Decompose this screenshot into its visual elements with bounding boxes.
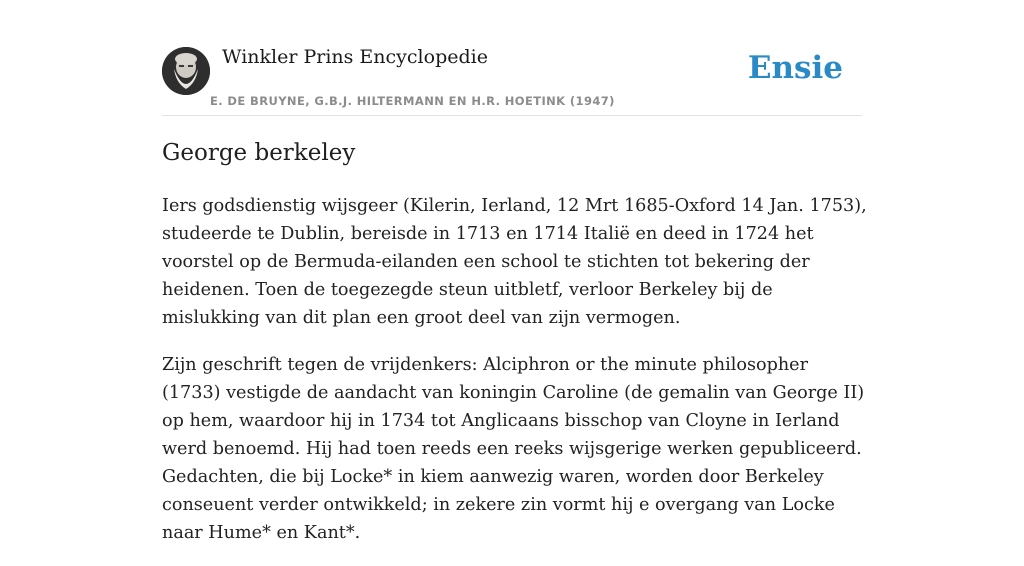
article-paragraph: Zijn geschrift tegen de vrijdenkers: Alciphron or the minute philosopher (1733) vestigde de aandacht van koningin Caroline (de gemalin van George II) op hem, waardoor hij in 1734 tot Anglicaans bisschop van Cloyne in Ierland werd benoemd. Hij had toen reeds een reeks wijsgerige werken gepubliceerd. Gedachten, die bij Locke* in kiem aanwezig waren, worden door Berkeley conseuent verder ontwikkeld; in zekere zin vormt hij e overgang van Locke naar Hume* en Kant*. — [162, 355, 865, 543]
header-divider — [162, 115, 862, 116]
article-title: George berkeley — [162, 140, 356, 166]
bearded-man-portrait-icon — [162, 47, 210, 95]
source-authors: E. DE BRUYNE, G.B.J. HILTERMANN EN H.R. HOETINK (1947) — [210, 94, 615, 108]
source-title[interactable]: Winkler Prins Encyclopedie — [222, 46, 488, 68]
article-body — [162, 192, 872, 566]
article-paragraph: Iers godsdienstig wijsgeer (Kilerin, Ierland, 12 Mrt 1685-Oxford 14 Jan. 1753), studeerde te Dublin, bereisde in 1713 en 1714 Italië en deed in 1724 het voorstel op de Bermuda-eilanden een school te stichten tot bekering der heidenen. Toen de toegezegde steun uitbletf, verloor Berkeley bij de mislukking van dit plan een groot deel van zijn vermogen. — [162, 196, 867, 328]
avatar[interactable] — [162, 47, 210, 95]
brand-logo[interactable]: Ensie — [747, 50, 843, 86]
